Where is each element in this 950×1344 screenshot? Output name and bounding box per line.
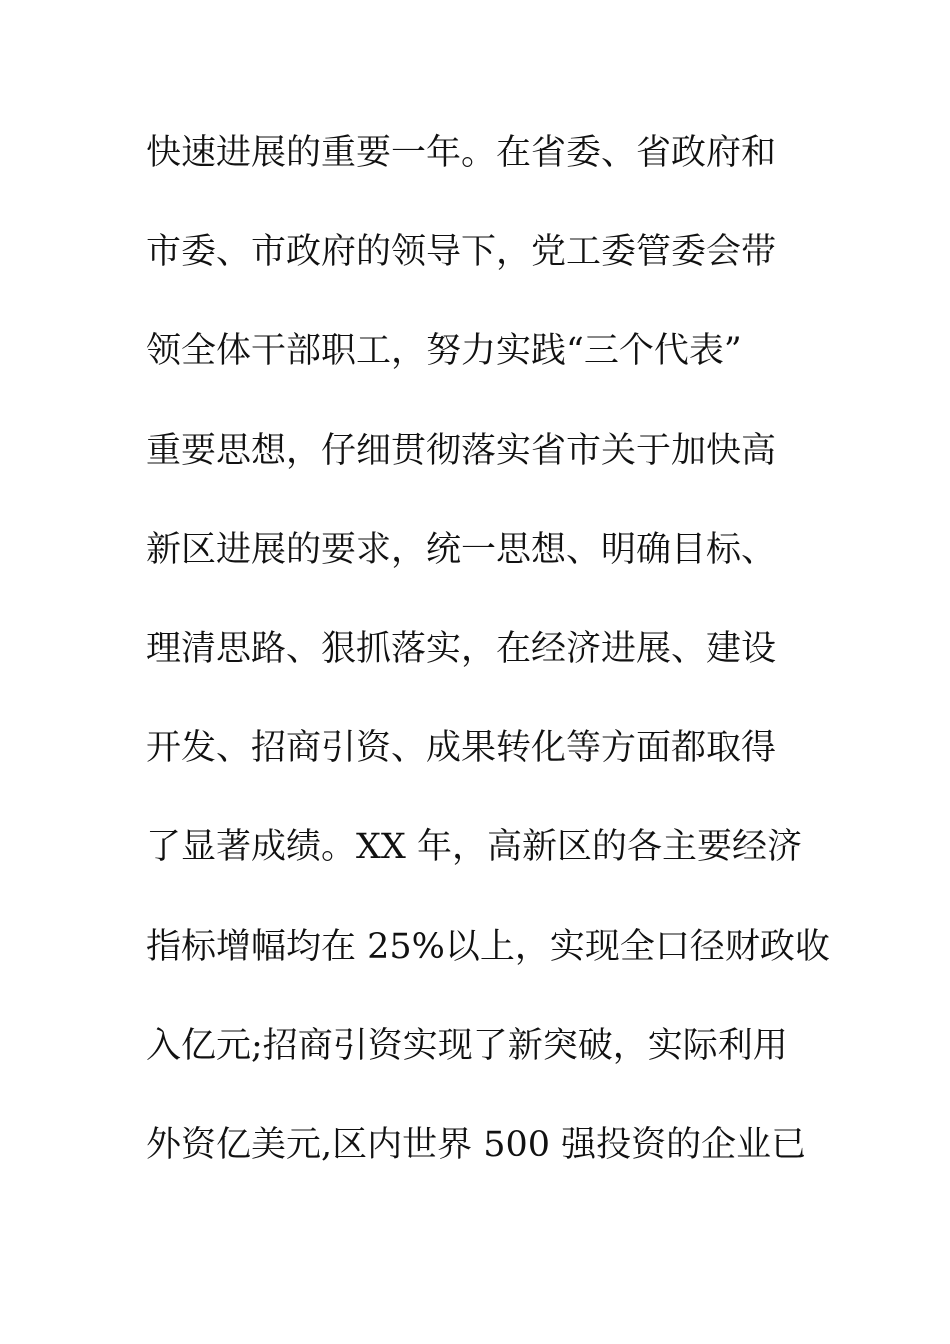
text-line-6: 理清思路、狠抓落实，在经济进展、建设 <box>146 628 777 669</box>
text-line-7: 开发、招商引资、成果转化等方面都取得 <box>146 728 777 769</box>
text-line-4: 重要思想，仔细贯彻落实省市关于加快高 <box>146 430 777 471</box>
text-line-8: 了显著成绩。XX 年，高新区的各主要经济 <box>146 827 802 868</box>
text-line-10: 入亿元;招商引资实现了新突破，实际利用 <box>146 1025 788 1066</box>
text-line-1: 快速进展的重要一年。在省委、省政府和 <box>146 133 777 173</box>
text-line-3: 领全体干部职工，努力实践“三个代表” <box>146 331 742 372</box>
text-line-11: 外资亿美元,区内世界 500 强投资的企业已 <box>146 1124 807 1165</box>
text-line-9: 指标增幅均在 25%以上，实现全口径财政收 <box>146 926 830 967</box>
text-line-5: 新区进展的要求，统一思想、明确目标、 <box>146 529 777 570</box>
text-line-2: 市委、市政府的领导下，党工委管委会带 <box>146 232 777 273</box>
body-text <box>146 126 830 1217</box>
